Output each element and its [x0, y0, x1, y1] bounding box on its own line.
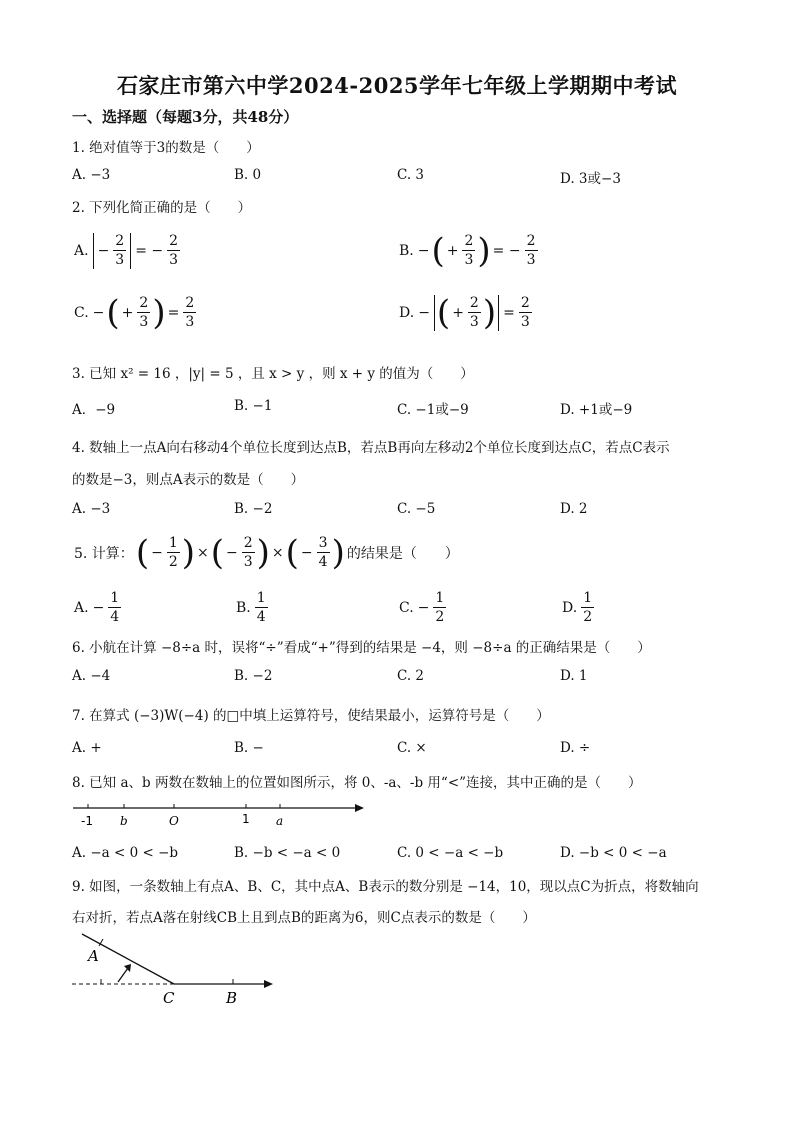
fold-arrowhead [124, 964, 131, 972]
page-title: 石家庄市第六中学2024-2025学年七年级上学期期中考试 [116, 73, 678, 98]
q2-option-a[interactable]: A. − $\frac{2}{3}$ = − $\frac{2}{3}$ [74, 233, 179, 268]
q6-option-d[interactable]: D. 1 [560, 668, 588, 684]
q7-option-c[interactable]: C. × [397, 740, 427, 756]
q4-option-b[interactable]: B. −2 [234, 501, 273, 517]
q5-option-b[interactable]: B. $\frac{1}{4}$ [236, 590, 266, 625]
q4-option-d[interactable]: D. 2 [560, 501, 588, 517]
question-9-line2: 右对折，若点A落在射线CB上且到点B的距离为6，则C点表示的数是（ ） [72, 910, 536, 926]
label-point-c: C [163, 989, 175, 1007]
q1-option-d[interactable]: D. 3或−3 [560, 171, 621, 187]
q3-option-d[interactable]: D. +1或−9 [560, 402, 633, 418]
q8-option-d[interactable]: D. −b < 0 < −a [560, 845, 667, 861]
label-b: b [120, 814, 128, 828]
label-a: a [276, 814, 284, 828]
question-9-line1: 9. 如图，一条数轴上有点A、B、C，其中点A、B表示的数分别是 −14，10，现以点C为折点，将数轴向 [72, 879, 699, 895]
q1-option-c[interactable]: C. 3 [397, 167, 425, 183]
q8-option-c[interactable]: C. 0 < −a < −b [397, 845, 504, 861]
fold-direction-arrow [118, 968, 128, 982]
axis-arrow [264, 980, 273, 988]
q2-option-b[interactable]: B. − ( + $\frac{2}{3}$ ) = − $\frac{2}{3}$ [399, 230, 536, 271]
q2-option-d[interactable]: D. − ( + $\frac{2}{3}$ ) = $\frac{2}{3}$ [399, 292, 530, 333]
label-one: 1 [242, 812, 250, 826]
q1-option-a[interactable]: A. −3 [72, 167, 111, 183]
q6-option-a[interactable]: A. −4 [72, 668, 111, 684]
question-4-line2: 的数是−3，则点A表示的数是（ ） [72, 472, 305, 488]
section-heading: 一、选择题（每题3分，共48分） [72, 108, 299, 126]
question-7-stem: 7. 在算式 (−3)W(−4) 的□中填上运算符号，使结果最小，运算符号是（ ） [72, 708, 550, 724]
question-1-stem: 1. 绝对值等于3的数是（ ） [72, 140, 260, 156]
q6-option-c[interactable]: C. 2 [397, 668, 425, 684]
q5-option-a[interactable]: A. − $\frac{1}{4}$ [74, 590, 120, 625]
q3-option-a[interactable]: A．−9 [72, 402, 116, 418]
q9-fold-diagram [68, 928, 283, 1010]
label-point-b: B [226, 989, 238, 1007]
label-minus-one: -1 [81, 814, 93, 828]
question-5-stem: 5. 计算： ( − $\frac{1}{2}$ ) × ( − $\frac{2}{3}$ ) × ( − $\frac{3}{4}$ ) 的结果是（ ） [74, 532, 459, 573]
q8-option-b[interactable]: B. −b < −a < 0 [234, 845, 341, 861]
q8-number-line [70, 796, 370, 830]
q7-option-a[interactable]: A. + [72, 740, 102, 756]
q7-option-d[interactable]: D. ÷ [560, 740, 591, 756]
q8-option-a[interactable]: A. −a < 0 < −b [72, 845, 179, 861]
question-6-stem: 6. 小航在计算 −8÷a 时，误将“÷”看成“+”得到的结果是 −4，则 −8÷a 的正确结果是（ ） [72, 640, 651, 656]
q1-option-b[interactable]: B. 0 [234, 167, 262, 183]
q5-option-d[interactable]: D. $\frac{1}{2}$ [562, 590, 593, 625]
label-point-a: A [88, 947, 99, 965]
q2-option-c[interactable]: C. − ( + $\frac{2}{3}$ ) = $\frac{2}{3}$ [74, 292, 195, 333]
q7-option-b[interactable]: B. − [234, 740, 264, 756]
q5-option-c[interactable]: C. − $\frac{1}{2}$ [399, 590, 445, 625]
question-3-stem: 3. 已知 x² = 16 ，|y| = 5 ，且 x > y ，则 x + y 的值为（ ） [72, 366, 474, 382]
label-origin: O [169, 814, 179, 828]
q4-option-c[interactable]: C. −5 [397, 501, 436, 517]
q3-option-c[interactable]: C. −1或−9 [397, 402, 469, 418]
question-8-stem: 8. 已知 a、b 两数在数轴上的位置如图所示，将 0、-a、-b 用“<”连接，其中正确的是（ ） [72, 775, 642, 791]
q6-option-b[interactable]: B. −2 [234, 668, 273, 684]
q5-prefix: 5. 计算： [74, 545, 134, 562]
question-4-line1: 4. 数轴上一点A向右移动4个单位长度到达点B，若点B再向左移动2个单位长度到达点C，若点C表示 [72, 440, 670, 456]
q3-option-b[interactable]: B. −1 [234, 398, 273, 414]
number-line-arrow [355, 804, 364, 812]
q4-option-a[interactable]: A. −3 [72, 501, 111, 517]
q5-suffix: 的结果是（ ） [346, 545, 459, 562]
question-2-stem: 2. 下列化简正确的是（ ） [72, 200, 252, 216]
